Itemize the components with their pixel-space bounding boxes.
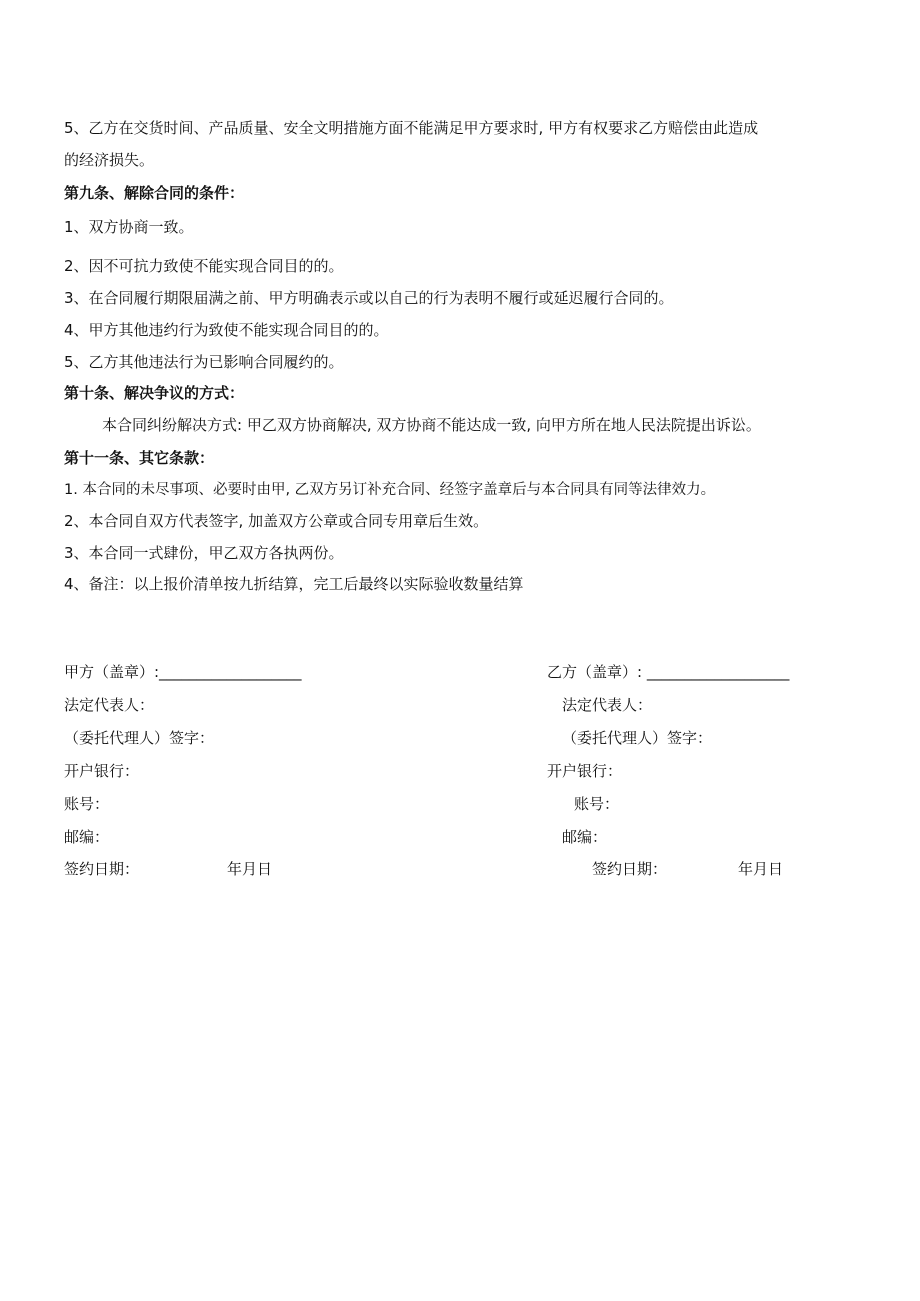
clause-8-item-5-line-2: 的经济损失。	[64, 151, 155, 169]
party-a-bank: 开户银行：	[64, 762, 140, 780]
party-a-date-value: 年月日	[227, 860, 273, 878]
party-a-agent: （委托代理人）签字：	[64, 729, 215, 747]
party-a-account: 账号：	[64, 795, 110, 813]
article-10-text: 本合同纠纷解决方式: 甲乙双方协商解决, 双方协商不能达成一致, 向甲方所在地人民法院提出诉讼。	[102, 416, 761, 434]
party-b-agent: （委托代理人）签字：	[562, 729, 713, 747]
article-11-item-2: 2、本合同自双方代表签字, 加盖双方公章或合同专用章后生效。	[64, 512, 489, 530]
article-9-item-2: 2、因不可抗力致使不能实现合同目的的。	[64, 257, 344, 275]
party-b-postcode: 邮编：	[562, 828, 608, 846]
party-b-date-label: 签约日期：	[592, 860, 668, 878]
party-a-date-label: 签约日期：	[64, 860, 140, 878]
article-11-item-4: 4、备注：以上报价清单按九折结算，完工后最终以实际验收数量结算	[64, 575, 524, 593]
party-b-legal-rep: 法定代表人：	[562, 696, 653, 714]
article-9-item-5: 5、乙方其他违法行为已影响合同履约的。	[64, 353, 344, 371]
article-9-item-3: 3、在合同履行期限届满之前、甲方明确表示或以自己的行为表明不履行或延迟履行合同的。	[64, 289, 674, 307]
article-11-title: 第十一条、其它条款：	[64, 449, 215, 467]
party-a-legal-rep: 法定代表人：	[64, 696, 155, 714]
article-11-item-1: 1. 本合同的未尽事项、必要时由甲, 乙双方另订补充合同、经签字盖章后与本合同具有同等法律效力。	[64, 482, 716, 498]
clause-8-item-5-line-1: 5、乙方在交货时间、产品质量、安全文明措施方面不能满足甲方要求时, 甲方有权要求乙方赔偿由此造成	[64, 119, 759, 137]
article-9-item-4: 4、甲方其他违约行为致使不能实现合同目的的。	[64, 321, 389, 339]
article-9-item-1: 1、双方协商一致。	[64, 218, 194, 236]
party-b-account: 账号：	[574, 795, 620, 813]
party-b-date-value: 年月日	[738, 860, 784, 878]
party-a-postcode: 邮编：	[64, 828, 110, 846]
party-a-seal: 甲方（盖章）:___________________	[64, 663, 302, 681]
article-11-item-3: 3、本合同一式肆份，甲乙双方各执两份。	[64, 544, 344, 562]
party-b-seal: 乙方（盖章）: ___________________	[547, 663, 790, 681]
article-9-title: 第九条、解除合同的条件：	[64, 184, 245, 202]
article-10-title: 第十条、解决争议的方式：	[64, 384, 245, 402]
party-b-bank: 开户银行：	[547, 762, 623, 780]
